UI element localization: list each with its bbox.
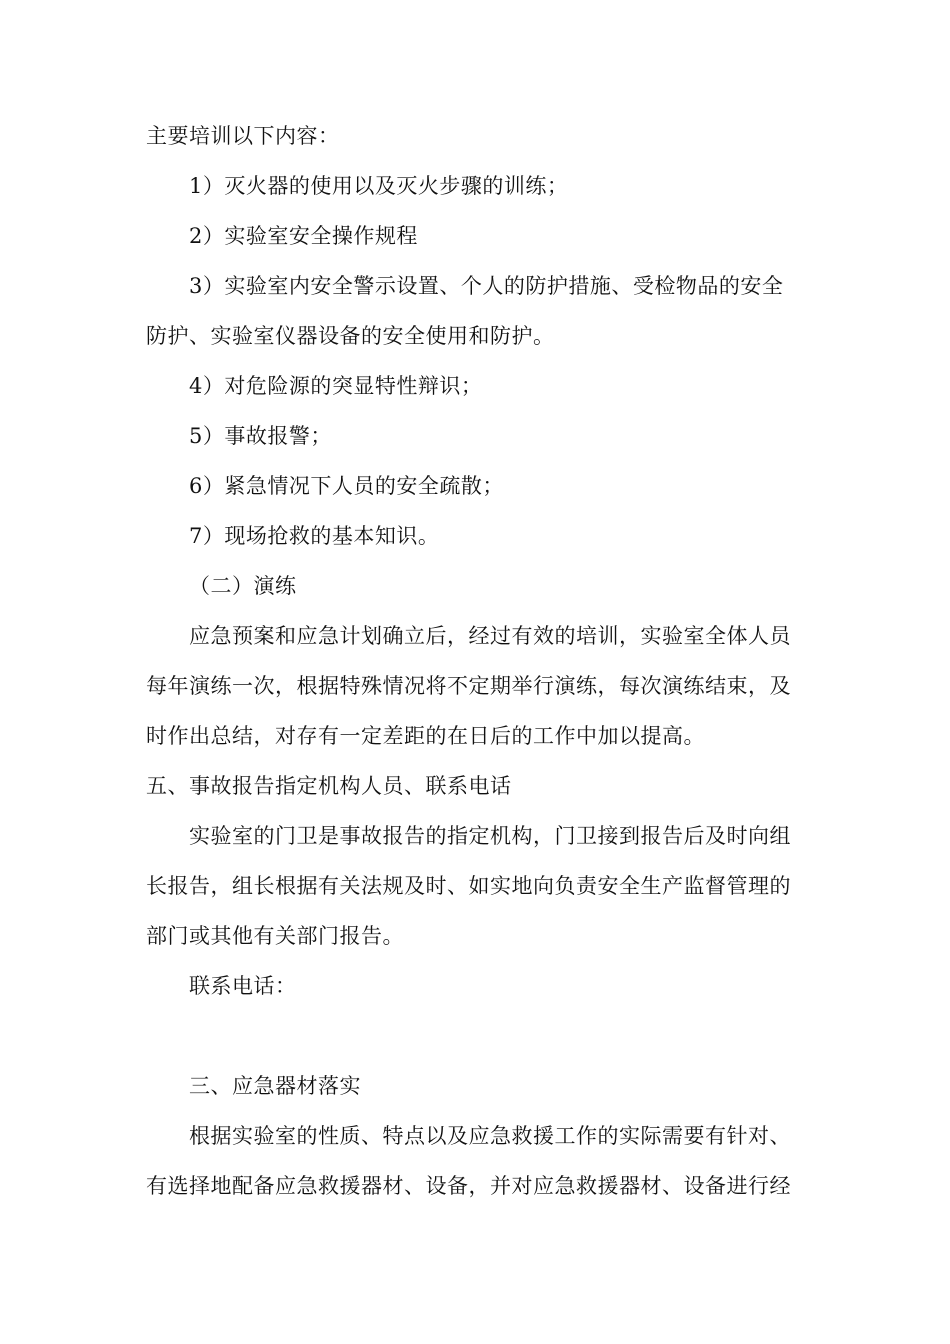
section-heading: 五、事故报告指定机构人员、联系电话 bbox=[146, 774, 512, 798]
list-item: 3）实验室内安全警示设置、个人的防护措施、受检物品的安全 bbox=[189, 274, 784, 298]
list-item: 6）紧急情况下人员的安全疏散； bbox=[189, 474, 504, 498]
list-item: 7）现场抢救的基本知识。 bbox=[189, 524, 440, 548]
paragraph-line: 每年演练一次，根据特殊情况将不定期举行演练，每次演练结束，及 bbox=[146, 674, 791, 698]
paragraph-line: 防护、实验室仪器设备的安全使用和防护。 bbox=[146, 324, 555, 348]
list-item: 1）灭火器的使用以及灭火步骤的训练； bbox=[189, 174, 569, 198]
paragraph-line: 有选择地配备应急救援器材、设备，并对应急救援器材、设备进行经 bbox=[146, 1174, 791, 1198]
paragraph-line: 长报告，组长根据有关法规及时、如实地向负责安全生产监督管理的 bbox=[146, 874, 791, 898]
paragraph-line: 应急预案和应急计划确立后，经过有效的培训，实验室全体人员 bbox=[189, 624, 791, 648]
section-heading: （二）演练 bbox=[189, 574, 297, 598]
paragraph-line: 主要培训以下内容： bbox=[146, 124, 340, 148]
contact-phone-label: 联系电话： bbox=[189, 974, 297, 998]
paragraph-line: 部门或其他有关部门报告。 bbox=[146, 924, 404, 948]
paragraph-line: 时作出总结，对存有一定差距的在日后的工作中加以提高。 bbox=[146, 724, 705, 748]
list-item: 2）实验室安全操作规程 bbox=[189, 224, 418, 248]
list-item: 4）对危险源的突显特性辩识； bbox=[189, 374, 483, 398]
section-heading: 三、应急器材落实 bbox=[189, 1074, 361, 1098]
paragraph-line: 根据实验室的性质、特点以及应急救援工作的实际需要有针对、 bbox=[189, 1124, 791, 1148]
paragraph-line: 实验室的门卫是事故报告的指定机构，门卫接到报告后及时向组 bbox=[189, 824, 791, 848]
list-item: 5）事故报警； bbox=[189, 424, 332, 448]
